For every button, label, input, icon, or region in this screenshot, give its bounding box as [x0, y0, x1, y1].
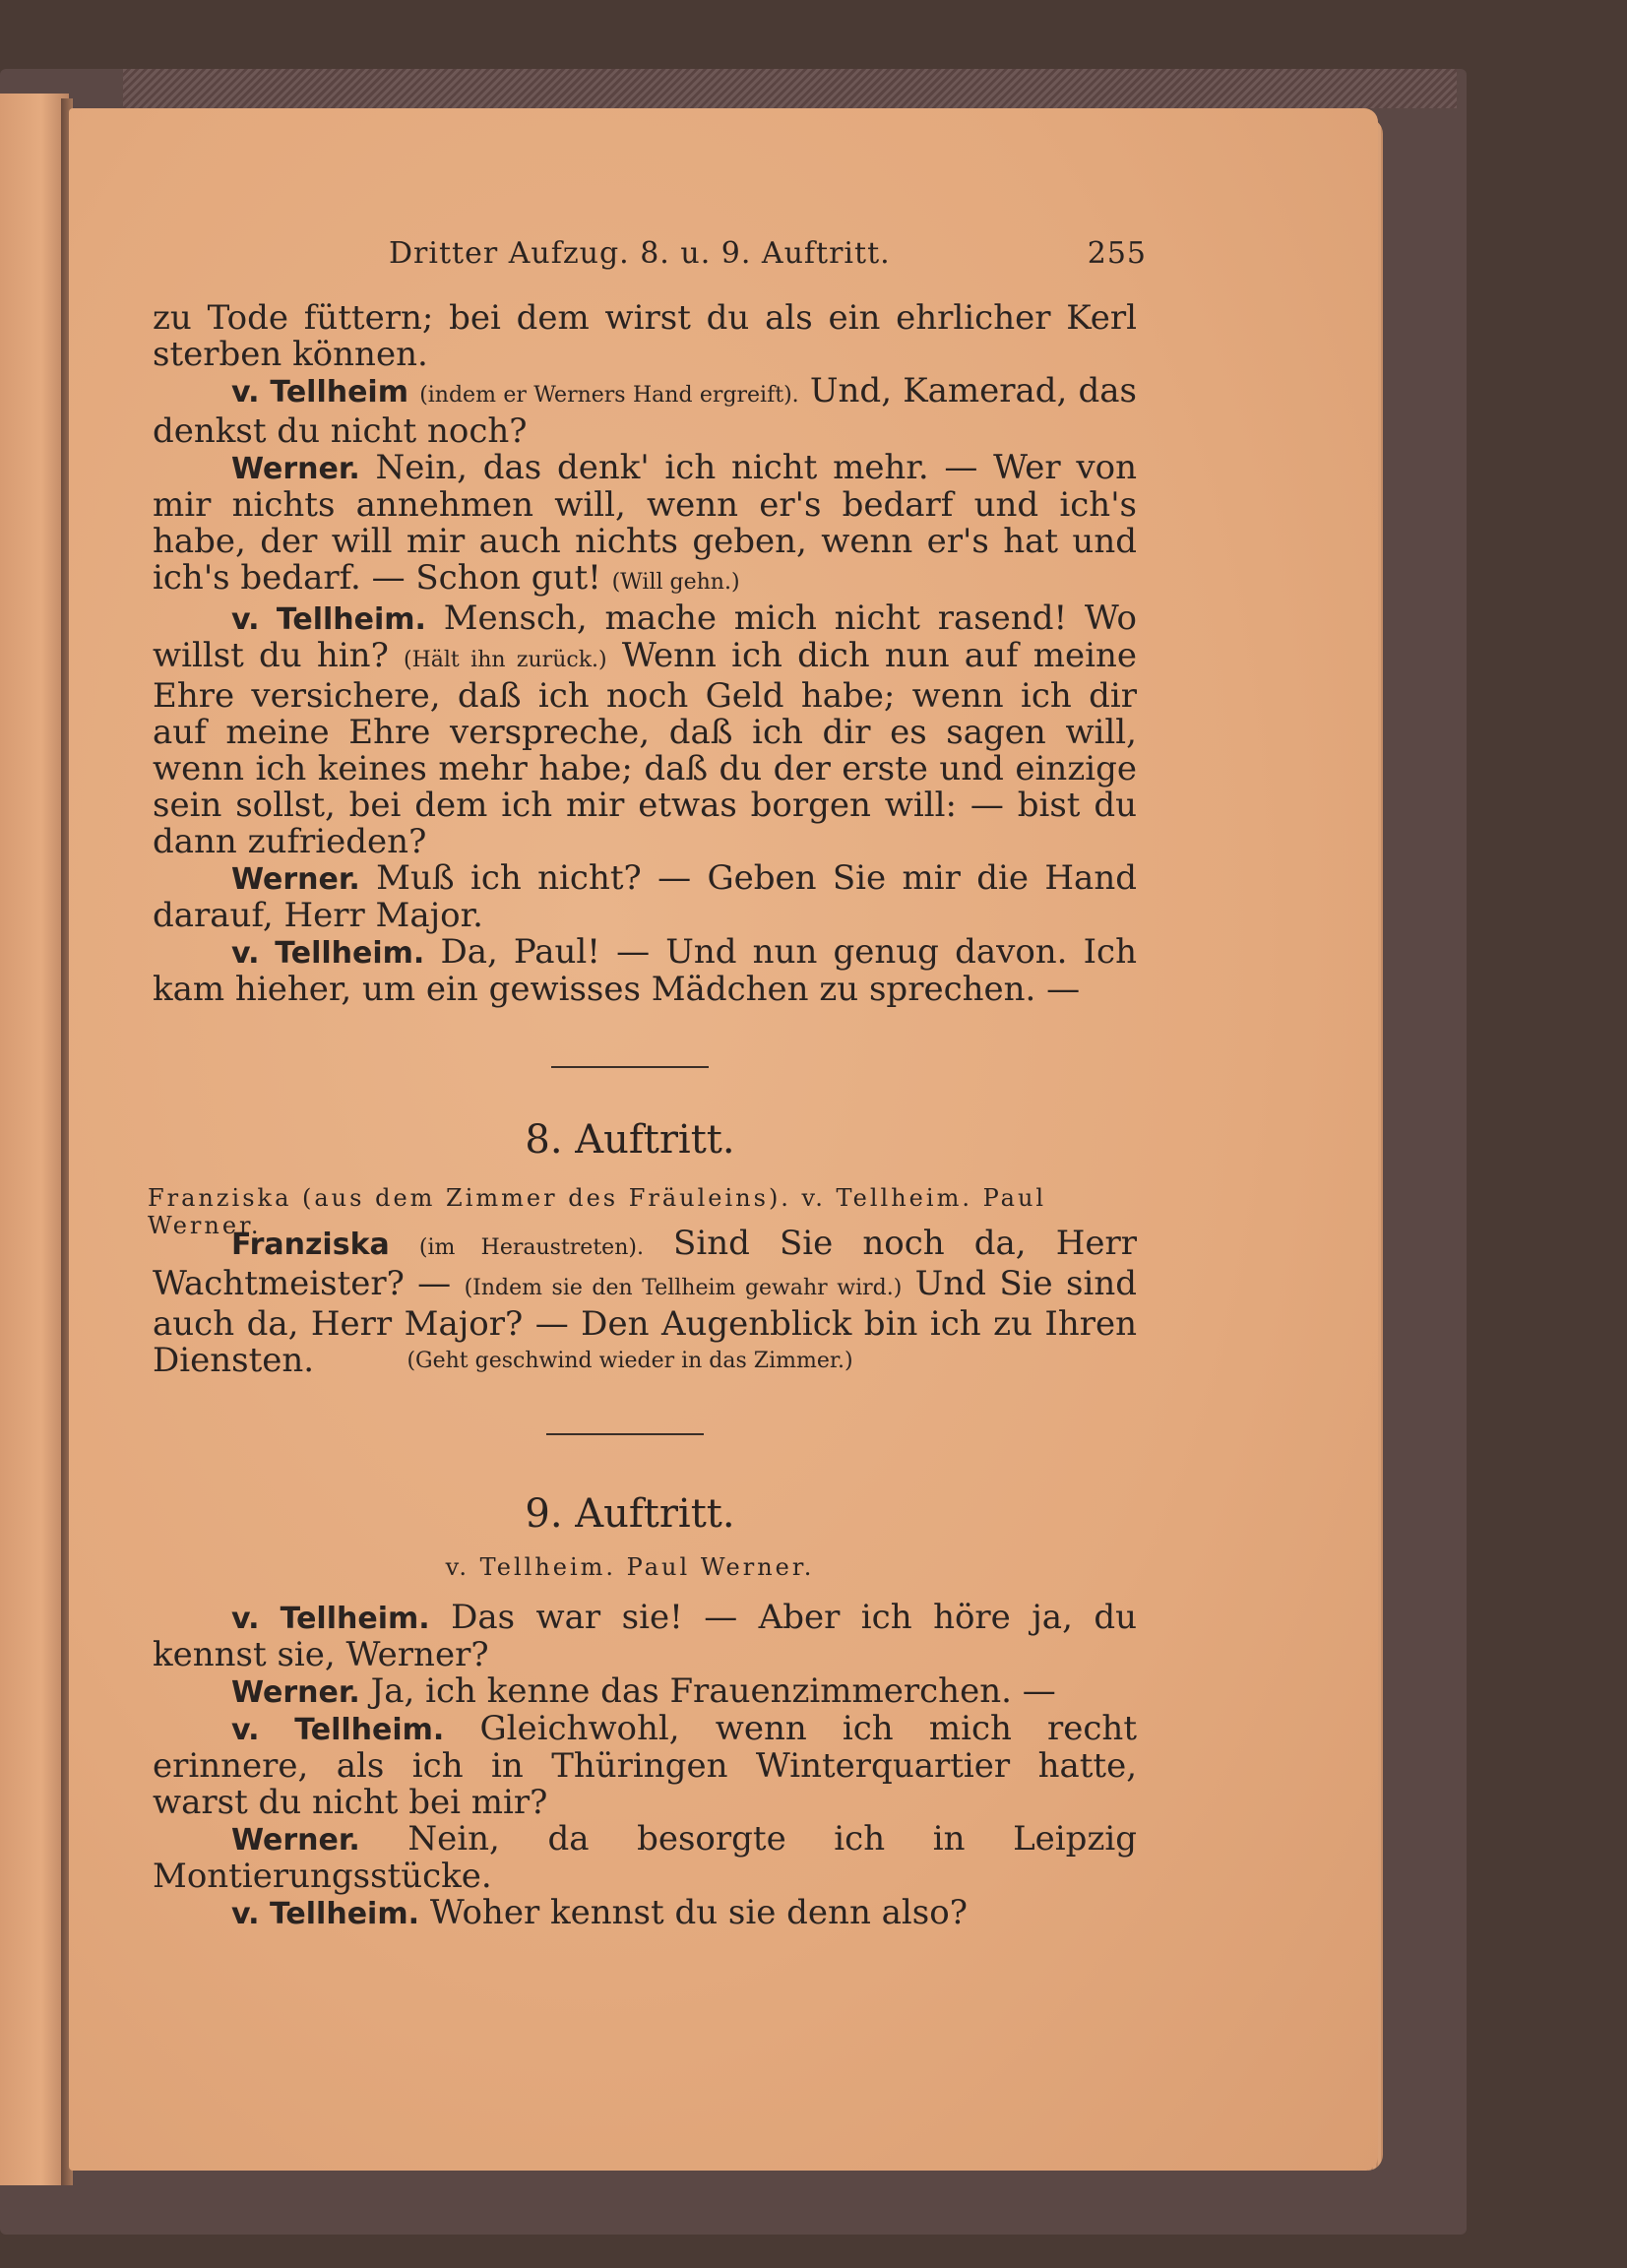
speaker: Werner. — [231, 1675, 360, 1710]
scene7-continuation — [153, 300, 1137, 1008]
speaker: v. Tellheim. — [231, 1713, 445, 1747]
paragraph: Franziska (im Heraustreten). Sind Sie noch da, Herr Wachtmeister? — (Indem sie den Tellheim gewahr wird.) Und Sie sind auch da, Herr Major? — Den Augenblick bin ich zu Ihren Diensten. — [153, 1224, 1137, 1380]
stage-direction: (im Heraustreten). — [418, 1235, 644, 1260]
scene9-heading: 9. Auftritt. — [525, 1491, 735, 1537]
speaker: Werner. — [231, 862, 360, 897]
stage-direction: (Hält ihn zurück.) — [404, 648, 607, 672]
speaker: v. Tellheim — [231, 375, 408, 410]
scene9-text — [153, 1600, 1137, 1932]
speaker: Werner. — [231, 1823, 360, 1858]
section-divider — [551, 1066, 709, 1068]
paragraph: v. Tellheim. Da, Paul! — Und nun genug davon. Ich kam hieher, um ein gewisses Mädchen zu sprechen. — — [153, 932, 1137, 1009]
speaker: Werner. — [231, 452, 360, 486]
speaker: v. Tellheim. — [231, 1897, 419, 1931]
speaker: Franziska — [231, 1228, 390, 1262]
scene9-cast: v. Tellheim. Paul Werner. — [445, 1553, 815, 1581]
left-page-edge — [0, 94, 69, 2185]
paragraph: Werner. Nein, das denk' ich nicht mehr. — Wer von mir nichts annehmen will, wenn er's bedarf und ich's habe, der will mir auch nichts geben, wenn er's hat und ich's bedarf. — Schon gut! (Will gehn.) — [153, 448, 1137, 598]
paragraph: v. Tellheim. Mensch, mache mich nicht rasend! Wo willst du hin? (Hält ihn zurück.) Wenn ich dich nun auf meine Ehre versichere, daß ich noch Geld habe; wenn ich dir auf meine Ehre verspreche, daß ich dir es sagen will, wenn ich keines mehr habe; daß du der erste und einzige sein sollst, bei dem ich mir etwas borgen will: — bist du dann zufrieden? — [153, 598, 1138, 861]
scene8-cast: Franziska (aus dem Zimmer des Fräuleins). v. Tellheim. Paul Werner. — [148, 1184, 1047, 1239]
speaker: v. Tellheim. — [231, 602, 426, 637]
paragraph: Werner. Nein, da besorgte ich in Leipzig Montierungsstücke. — [153, 1819, 1137, 1896]
paragraph: v. Tellheim. Woher kennst du sie denn also? — [231, 1893, 968, 1932]
paragraph: zu Tode füttern; bei dem wirst du als ein ehrlicher Kerl sterben können. — [153, 298, 1137, 374]
scene8-heading: 8. Auftritt. — [525, 1117, 735, 1163]
cover-cloth-edge — [123, 69, 1457, 108]
running-title: Dritter Aufzug. 8. u. 9. Auftritt. — [389, 236, 891, 271]
stage-direction: (indem er Werners Hand ergreift). — [419, 383, 799, 408]
paragraph: v. Tellheim (indem er Werners Hand ergreift). Und, Kamerad, das denkst du nicht noch? — [153, 371, 1138, 451]
section-divider — [546, 1433, 704, 1435]
paragraph: v. Tellheim. Gleichwohl, wenn ich mich recht erinnere, als ich in Thüringen Winterquartier hatte, warst du nicht bei mir? — [153, 1709, 1137, 1822]
page-number: 255 — [1087, 236, 1147, 271]
stage-direction: (Will gehn.) — [611, 570, 740, 595]
speaker: v. Tellheim. — [231, 936, 425, 971]
running-header — [389, 236, 1147, 271]
paragraph: Werner. Muß ich nicht? — Geben Sie mir die Hand darauf, Herr Major. — [153, 858, 1137, 935]
paragraph: v. Tellheim. Das war sie! — Aber ich höre ja, du kennst sie, Werner? — [153, 1598, 1137, 1674]
speaker: v. Tellheim. — [231, 1602, 430, 1636]
scene8-exit-direction: (Geht geschwind wieder in das Zimmer.) — [407, 1349, 853, 1373]
stage-direction: (Indem sie den Tellheim gewahr wird.) — [464, 1276, 903, 1300]
paragraph: Werner. Ja, ich kenne das Frauenzimmerchen. — — [231, 1671, 1056, 1711]
